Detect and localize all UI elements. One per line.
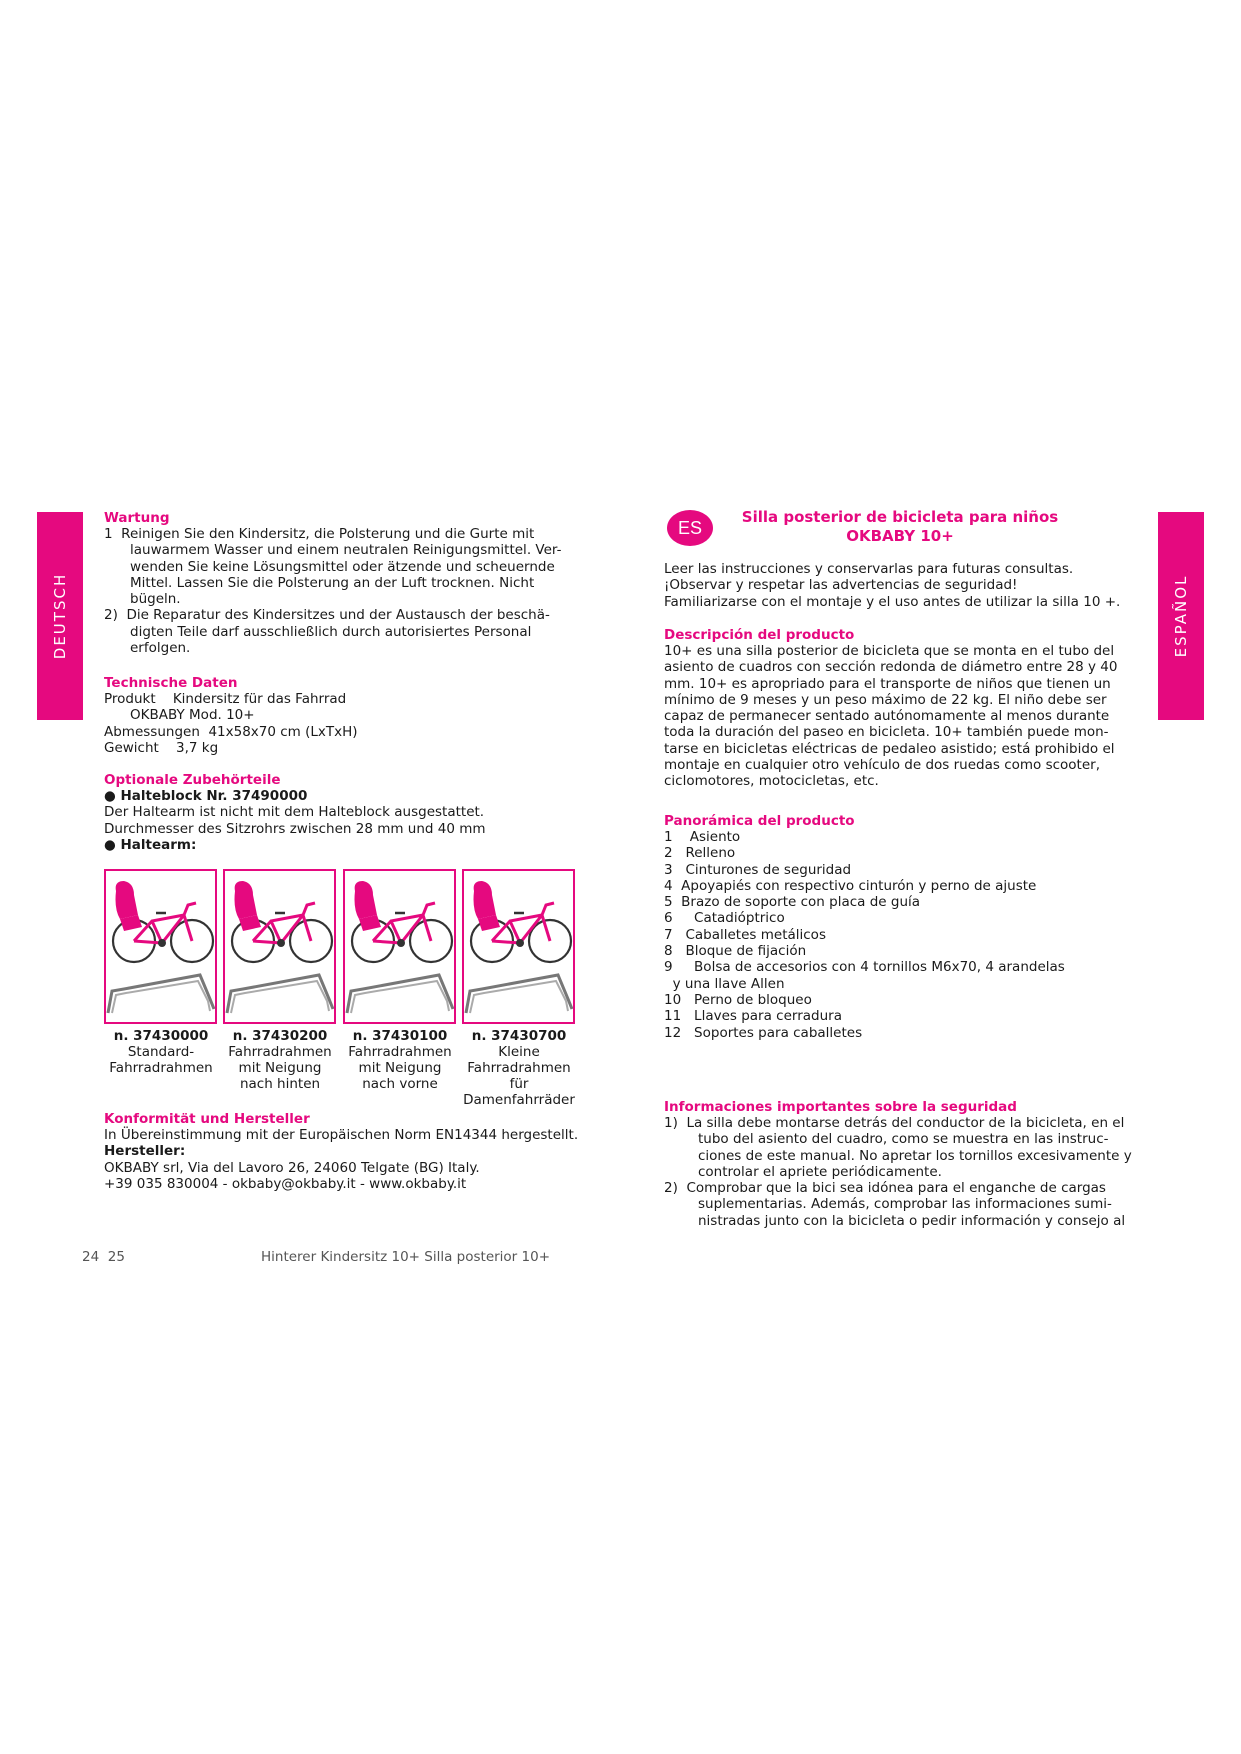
text-line: 2) Comprobar que la bici sea idónea para el enganche de cargas (664, 1180, 1106, 1197)
heading-seguridad: Informaciones importantes sobre la seguridad (664, 1099, 1017, 1115)
text-line: 1 Reinigen Sie den Kindersitz, die Polsterung und die Gurte mit (104, 526, 535, 542)
caption-line: Fahrradrahmen für (467, 1060, 571, 1092)
list-item: 12 Soportes para caballetes (664, 1024, 863, 1041)
list-item: 2 Relleno (664, 845, 736, 862)
section-konformitaet (104, 1111, 674, 1192)
side-tab-label: DEUTSCH (51, 572, 69, 660)
text-line: ciones de este manual. No apretar los tornillos excesivamente y (698, 1147, 1132, 1164)
caption-line: nach vorne (362, 1076, 438, 1092)
text-line: Gewicht 3,7 kg (104, 739, 219, 756)
caption-line: mit Neigung (358, 1060, 442, 1076)
caption-line: Fahrradrahmen (348, 1044, 452, 1060)
caption-neigung-hinten (218, 1028, 342, 1092)
side-tab-deutsch (37, 512, 83, 720)
list-item: 5 Brazo de soporte con placa de guía (664, 894, 921, 911)
caption-line: nach hinten (239, 1076, 321, 1092)
text-line: mm. 10+ es apropriado para el transporte de niños que tienen un (664, 675, 1111, 692)
heading-panoramica: Panorámica del producto (664, 813, 855, 829)
text-line: capaz de permanecer sentado autónomamente al menos durante (664, 708, 1110, 725)
caption-line: Kleine (498, 1044, 540, 1060)
text-line: 10+ es una silla posterior de bicicleta que se monta en el tubo del (664, 643, 1115, 659)
panel-neigung-hinten (223, 869, 336, 1024)
list-item: 1 Asiento (664, 829, 741, 845)
text-line: Leer las instrucciones y conservarlas para futuras consultas. (664, 561, 1074, 577)
text-line: erfolgen. (130, 640, 191, 657)
caption-neigung-vorne (338, 1028, 462, 1092)
caption-line: Fahrradrahmen (109, 1060, 213, 1076)
text-line: Durchmesser des Sitzrohrs zwischen 28 mm und 40 mm (104, 820, 486, 837)
bike-image (106, 871, 215, 1022)
section-descripcion (664, 627, 1144, 790)
text-line: controlar el apriete periódicamente. (698, 1163, 942, 1180)
panel-standard (104, 869, 217, 1024)
bike-image (345, 871, 454, 1022)
language-badge: ES (667, 510, 713, 546)
caption-standard (99, 1028, 223, 1076)
text-line: Produkt Kindersitz für das Fahrrad (104, 691, 347, 707)
article-number: n. 37430000 (113, 1028, 209, 1044)
bike-image (464, 871, 573, 1022)
text-line: In Übereinstimmung mit der Europäischen Norm EN14344 hergestellt. (104, 1127, 579, 1143)
halteblock-label: ● Halteblock Nr. 37490000 (104, 788, 308, 804)
side-tab-espanol (1158, 512, 1204, 720)
caption-line: Damenfahrräder (463, 1092, 575, 1108)
section-intro (664, 561, 1144, 610)
list-item: 7 Caballetes metálicos (664, 926, 826, 943)
panel-neigung-vorne (343, 869, 456, 1024)
text-line: wenden Sie keine Lösungsmittel oder ätzende und scheuernde (130, 558, 555, 575)
list-item: 8 Bloque de fijación (664, 943, 807, 960)
caption-line: Fahrradrahmen (228, 1044, 332, 1060)
hersteller-label: Hersteller: (104, 1143, 186, 1160)
section-technische-daten (104, 675, 664, 756)
text-line: mínimo de 9 meses y un peso máximo de 22 kg. El niño debe ser (664, 691, 1107, 708)
list-item: 4 Apoyapiés con respectivo cinturón y perno de ajuste (664, 877, 1037, 894)
list-item: 6 Catadióptrico (664, 910, 785, 927)
section-zubehoer (104, 772, 664, 853)
text-line: tarse en bicicletas eléctricas de pedaleo asistido; está prohibido el (664, 740, 1115, 757)
text-line: ciclomotores, motocicletas, etc. (664, 773, 879, 790)
text-line: Abmessungen 41x58x70 cm (LxTxH) (104, 723, 358, 740)
text-line: OKBABY srl, Via del Lavoro 26, 24060 Telgate (BG) Italy. (104, 1159, 480, 1176)
text-line: +39 035 830004 - okbaby@okbaby.it - www.okbaby.it (104, 1175, 467, 1192)
text-line: Mittel. Lassen Sie die Polsterung an der Luft trocknen. Nicht (130, 574, 535, 591)
text-line: montaje en cualquier otro vehículo de dos ruedas como scooter, (664, 757, 1100, 774)
section-seguridad (664, 1099, 1144, 1229)
article-number: n. 37430100 (352, 1028, 448, 1044)
heading-descripcion: Descripción del producto (664, 627, 855, 643)
text-line: bügeln. (130, 591, 181, 608)
es-title: Silla posterior de bicicleta para niños (741, 508, 1059, 526)
text-line: digten Teile darf ausschließlich durch autorisiertes Personal (130, 623, 532, 640)
text-line: suplementarias. Además, comprobar las informaciones sumi- (698, 1196, 1112, 1213)
text-line: 2) Die Reparatur des Kindersitzes und der Austausch der beschä- (104, 607, 550, 624)
bike-image (225, 871, 334, 1022)
side-tab-label: ESPAÑOL (1172, 574, 1190, 658)
caption-line: Standard- (127, 1044, 195, 1060)
caption-damenfahrraeder (457, 1028, 581, 1108)
list-item: 11 Llaves para cerradura (664, 1008, 842, 1025)
haltearm-label: ● Haltearm: (104, 836, 197, 853)
es-title-block (730, 508, 1070, 546)
page-numbers: 24 25 (82, 1249, 125, 1265)
heading-technische-daten: Technische Daten (104, 675, 238, 691)
text-line: tubo del asiento del cuadro, como se muestra en las instruc- (698, 1131, 1109, 1148)
caption-line: mit Neigung (238, 1060, 322, 1076)
es-subtitle: OKBABY 10+ (846, 527, 954, 545)
list-item: 10 Perno de bloqueo (664, 991, 812, 1008)
text-line: ¡Observar y respetar las advertencias de seguridad! (664, 577, 1018, 594)
section-wartung (104, 510, 664, 656)
text-line: toda la duración del paseo en bicicleta. 10+ también puede mon- (664, 724, 1109, 741)
text-line: Familiarizarse con el montaje y el uso antes de utilizar la silla 10 +. (664, 593, 1121, 610)
text-line: asiento de cuadros con sección redonda de diámetro entre 28 y 40 (664, 659, 1118, 676)
section-panoramica (664, 813, 1144, 1041)
list-item: 9 Bolsa de accesorios con 4 tornillos M6x70, 4 arandelas (664, 959, 1065, 976)
footer-title: Hinterer Kindersitz 10+ Silla posterior 10+ (261, 1249, 551, 1265)
text-line: OKBABY Mod. 10+ (130, 707, 255, 724)
heading-zubehoer: Optionale Zubehörteile (104, 772, 281, 788)
list-item: 3 Cinturones de seguridad (664, 861, 852, 878)
text-line: 1) La silla debe montarse detrás del conductor de la bicicleta, en el (664, 1115, 1125, 1131)
panel-damenfahrraeder (462, 869, 575, 1024)
list-item: y una llave Allen (664, 975, 785, 992)
article-number: n. 37430700 (471, 1028, 567, 1044)
article-number: n. 37430200 (232, 1028, 328, 1044)
text-line: lauwarmem Wasser und einem neutralen Reinigungsmittel. Ver- (130, 542, 562, 559)
heading-konformitaet: Konformität und Hersteller (104, 1111, 310, 1127)
text-line: nistradas junto con la bicicleta o pedir información y consejo al (698, 1212, 1126, 1229)
text-line: Der Haltearm ist nicht mit dem Halteblock ausgestattet. (104, 804, 485, 821)
heading-wartung: Wartung (104, 510, 170, 526)
